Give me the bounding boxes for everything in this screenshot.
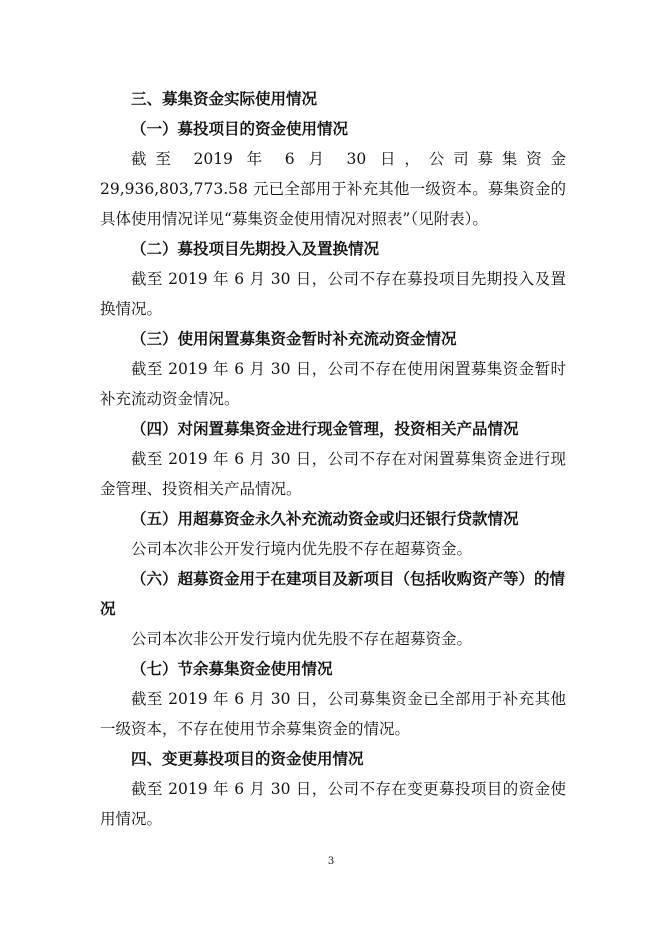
section-3-title: 三、募集资金实际使用情况	[131, 89, 318, 108]
section-3-7-title: （七）节余募集资金使用情况	[131, 659, 333, 678]
section-3-2-text: 截至 2019 年 6 月 30 日，公司不存在募投项目先期投入及置换情况。	[100, 270, 566, 318]
section-3-1-text: 截至 2019 年 6 月 30 日，公司募集资金 29,936,803,773.58 元已全部用于补充其他一级资本。募集资金的具体使用情况详见“募集资金使用情况对照表”（见附表）。	[100, 150, 566, 228]
section-3-7-text: 截至 2019 年 6 月 30 日，公司募集资金已全部用于补充其他一级资本，不存在使用节余募集资金的情况。	[100, 690, 566, 738]
section-3-5-text: 公司本次非公开发行境内优先股不存在超募资金。	[131, 540, 473, 558]
section-3-1-title: （一）募投项目的资金使用情况	[131, 119, 349, 138]
document-body	[100, 84, 566, 834]
section-3-4-title: （四）对闲置募集资金进行现金管理，投资相关产品情况	[131, 419, 519, 438]
section-4-title: 四、变更募投项目的资金使用情况	[131, 749, 364, 768]
section-3-3-text: 截至 2019 年 6 月 30 日，公司不存在使用闲置募集资金暂时补充流动资金情况。	[100, 360, 566, 408]
section-3-4-text: 截至 2019 年 6 月 30 日，公司不存在对闲置募集资金进行现金管理、投资相关产品情况。	[100, 450, 566, 498]
section-3-3-title: （三）使用闲置募集资金暂时补充流动资金情况	[131, 329, 457, 348]
section-3-5-title: （五）用超募资金永久补充流动资金或归还银行贷款情况	[131, 509, 519, 528]
section-3-6-text: 公司本次非公开发行境内优先股不存在超募资金。	[131, 630, 473, 648]
section-4-text: 截至 2019 年 6 月 30 日，公司不存在变更募投项目的资金使用情况。	[100, 780, 566, 828]
section-3-6-title: （六）超募资金用于在建项目及新项目（包括收购资产等）的情况	[100, 569, 566, 618]
section-3-2-title: （二）募投项目先期投入及置换情况	[131, 239, 380, 258]
page-number: 3	[327, 856, 335, 867]
